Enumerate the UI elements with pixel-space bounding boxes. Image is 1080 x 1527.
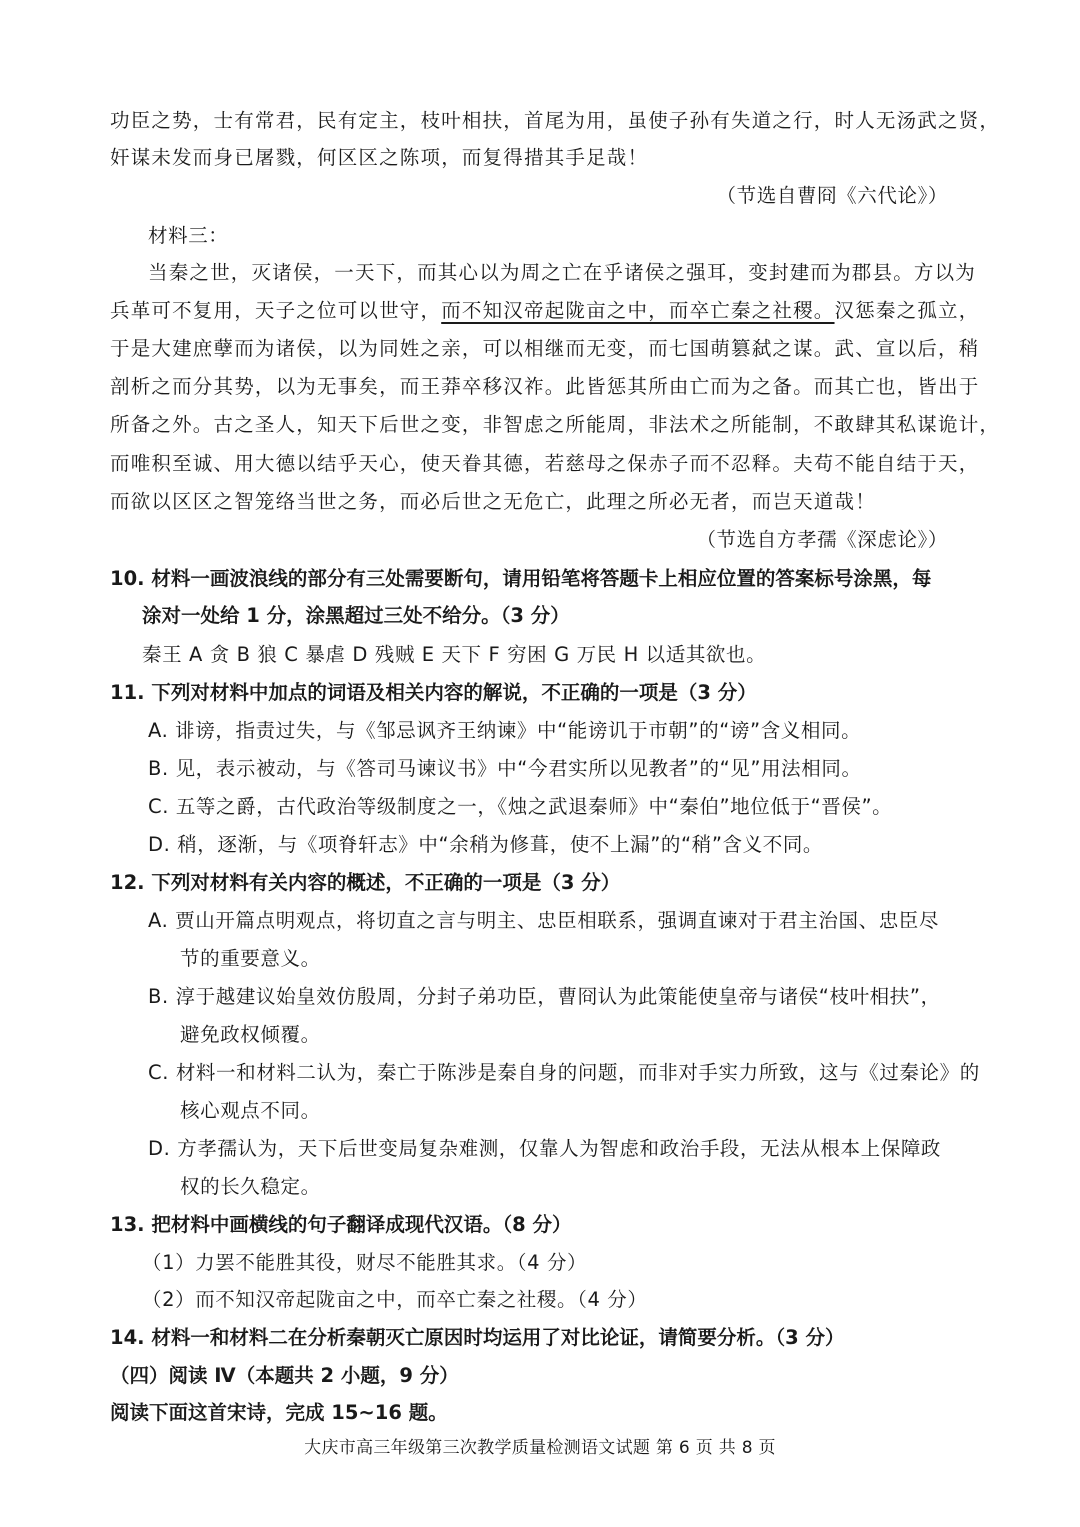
q11-option-a: A. 诽谤，指责过失，与《邹忌讽齐王纳谏》中“能谤讥于市朝”的“谤”含义相同。 <box>148 719 862 742</box>
page-footer: 大庆市高三年级第三次教学质量检测语文试题 第 6 页 共 8 页 <box>304 1438 776 1458</box>
q12-stem: 12. 下列对材料有关内容的概述，不正确的一项是（3 分） <box>110 871 621 894</box>
q11-stem: 11. 下列对材料中加点的词语及相关内容的解说，不正确的一项是（3 分） <box>110 681 757 704</box>
q10-stem-line-1: 10. 材料一画波浪线的部分有三处需要断句，请用铅笔将答题卡上相应位置的答案标号涂黑，每 <box>110 567 932 590</box>
material3-line-3: 于是大建庶孽而为诸侯，以为同姓之亲，可以相继而无变，而七国萌篡弑之谋。武、宣以后，稍 <box>110 337 980 360</box>
material2-line-1: 功臣之势，士有常君，民有定主，枝叶相扶，首尾为用，虽使子孙有失道之行，时人无汤武之贤， <box>110 109 1001 132</box>
q12-option-a-line-1: A. 贾山开篇点明观点，将切直之言与明主、忠臣相联系，强调直谏对于君主治国、忠臣尽 <box>148 909 939 932</box>
q12-option-c-line-1: C. 材料一和材料二认为，秦亡于陈涉是秦自身的问题，而非对手实力所致，这与《过秦论》的 <box>148 1061 980 1084</box>
q14-stem: 14. 材料一和材料二在分析秦朝灭亡原因时均运用了对比论证，请简要分析。（3 分） <box>110 1326 845 1349</box>
material3-line-6: 而唯积至诚、用大德以结乎天心，使天眷其德，若慈母之保赤子而不忍释。夫苟不能自结于天， <box>110 452 980 475</box>
q12-option-d-line-1: D. 方孝孺认为，天下后世变局复杂难测，仅靠人为智虑和政治手段，无法从根本上保障政 <box>148 1137 942 1160</box>
material3-line-2 <box>110 298 979 324</box>
q10-stem-line-2: 涂对一处给 1 分，涂黑超过三处不给分。（3 分） <box>142 604 570 627</box>
material3-line-5: 所备之外。古之圣人，知天下后世之变，非智虑之所能周，非法术之所能制，不敢肆其私谋诡计， <box>110 413 1001 436</box>
section4-title: （四）阅读 Ⅳ（本题共 2 小题，9 分） <box>110 1364 459 1387</box>
material3-line-7: 而欲以区区之智笼络当世之务，而必后世之无危亡，此理之所必无者，而岂天道哉！ <box>110 490 876 513</box>
q12-option-c-line-2: 核心观点不同。 <box>180 1099 321 1122</box>
q12-option-b-line-2: 避免政权倾覆。 <box>180 1023 321 1046</box>
material3-underlined-sentence: 而不知汉帝起陇亩之中，而卒亡秦之社稷。 <box>441 299 835 322</box>
q12-option-a-line-2: 节的重要意义。 <box>180 947 321 970</box>
material3-line-2-post: 汉惩秦之孤立， <box>834 299 980 322</box>
q13-sentence-1: （1）力罢不能胜其役，财尽不能胜其求。（4 分） <box>142 1251 588 1274</box>
q11-option-b: B. 见，表示被动，与《答司马谏议书》中“今君实所以见教者”的“见”用法相同。 <box>148 757 862 780</box>
material3-line-2-pre: 兵革可不复用，天子之位可以世守， <box>110 299 442 322</box>
material3-heading: 材料三： <box>148 224 229 247</box>
material3-source: （节选自方孝孺《深虑论》） <box>696 528 948 551</box>
material2-line-2: 奸谋未发而身已屠戮，何区区之陈项，而复得措其手足哉！ <box>110 146 649 169</box>
q11-option-d: D. 稍，逐渐，与《项脊轩志》中“余稍为修葺，使不上漏”的“稍”含义不同。 <box>148 833 824 856</box>
material3-line-4: 剖析之而分其势，以为无事矣，而王莽卒移汉祚。此皆惩其所由亡而为之备。而其亡也，皆出于 <box>110 375 980 398</box>
material2-source: （节选自曹冏《六代论》） <box>716 184 948 207</box>
q10-text: 秦王 A 贪 B 狼 C 暴虐 D 残贼 E 天下 F 穷困 G 万民 H 以适其欲也。 <box>142 643 767 666</box>
section4-instruction: 阅读下面这首宋诗，完成 15~16 题。 <box>110 1401 448 1424</box>
q12-option-d-line-2: 权的长久稳定。 <box>180 1175 321 1198</box>
q13-sentence-2: （2）而不知汉帝起陇亩之中，而卒亡秦之社稷。（4 分） <box>142 1288 648 1311</box>
q12-option-b-line-1: B. 淳于越建议始皇效仿殷周，分封子弟功臣，曹冏认为此策能使皇帝与诸侯“枝叶相扶”， <box>148 985 941 1008</box>
q13-stem: 13. 把材料中画横线的句子翻译成现代汉语。（8 分） <box>110 1213 572 1236</box>
material3-line-1: 当秦之世，灭诸侯，一天下，而其心以为周之亡在乎诸侯之强耳，变封建而为郡县。方以为 <box>148 261 977 284</box>
q11-option-c: C. 五等之爵，古代政治等级制度之一，《烛之武退秦师》中“秦伯”地位低于“晋侯”。 <box>148 795 893 818</box>
